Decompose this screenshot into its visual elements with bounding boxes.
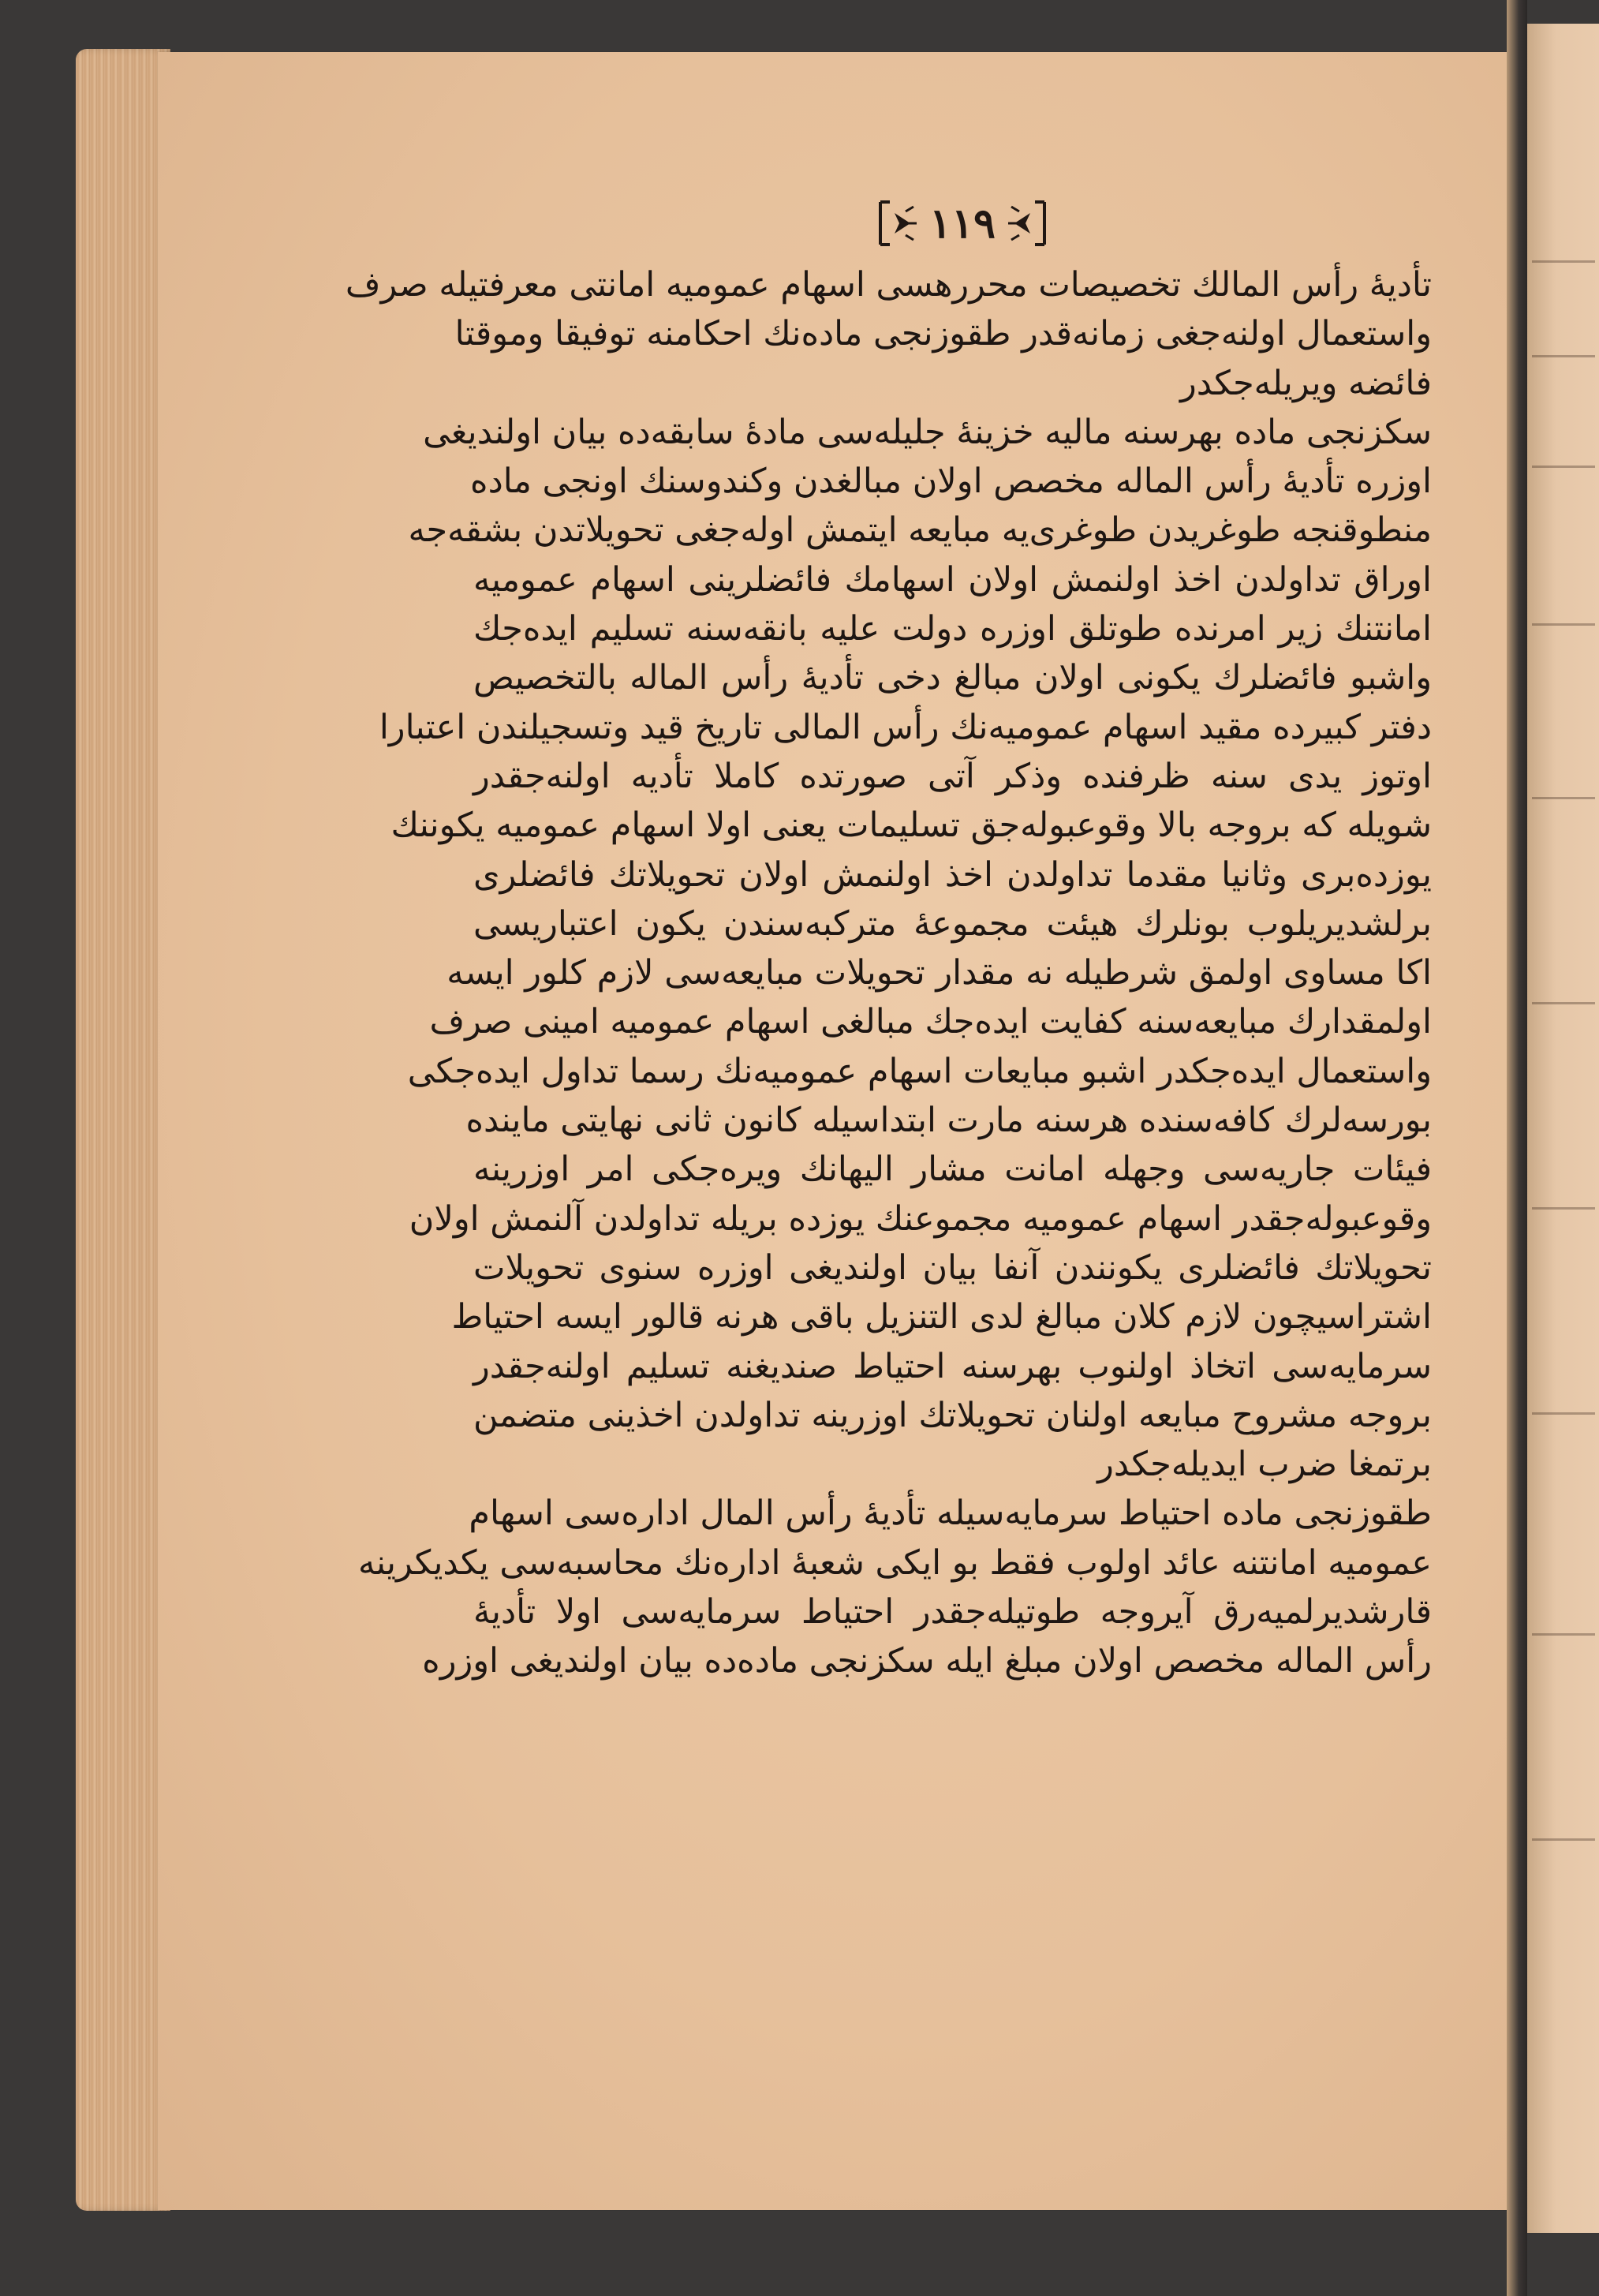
text-line: قارشديرلميه‌رق آيروجه طوتيله‌جقدر احتياط سرمايه‌سى اولا تأديهٔ (473, 1592, 1432, 1632)
text-line: برلشديريلوب بونلرك هيئت مجموعهٔ متركبه‌سندن يكون اعتباريسى (473, 903, 1432, 944)
body-text (345, 260, 1432, 1686)
text-line: اوتوز يدى سنه ظرفنده وذكر آتى صورتده كاملا تأديه اولنه‌جقدر (473, 756, 1432, 796)
text-line: عموميه امانتنه عائد اولوب فقط بو ايكى شعبهٔ اداره‌نك محاسبه‌سى يكديكرينه (357, 1543, 1432, 1583)
bleed-line (1532, 797, 1595, 807)
ornament-left-icon (876, 196, 918, 251)
bleed-line (1532, 355, 1595, 365)
page-number: ١١٩ (929, 199, 996, 248)
text-line: شويله كه بروجه بالا وقوعبوله‌جق تسليمات يعنى اولا اسهام عموميه يكوننك (390, 806, 1432, 846)
text-line: منطوقنجه طوغريدن طوغرى‌يه مبايعه ايتمش اوله‌جغى تحويلاتدن بشقه‌جه (408, 510, 1432, 551)
text-line: اشتراسيچون لازم كلان مبالغ لدى التنزيل باقى هرنه قالور ايسه احتياط (451, 1297, 1432, 1337)
text-line: سرمايه‌سى اتخاذ اولنوب بهرسنه احتياط صنديغنه تسليم اولنه‌جقدر (473, 1346, 1432, 1386)
bleed-line (1532, 1207, 1595, 1217)
text-line: واشبو فائضلرك يكونى اولان مبالغ دخى تأديهٔ رأس الماله بالتخصيص (473, 658, 1432, 698)
bleed-line (1532, 1412, 1595, 1423)
text-line: اولمقدارك مبايعه‌سنه كفايت ايده‌جك مبالغى اسهام عموميه امينى صرف (429, 1002, 1432, 1042)
text-line: تحويلاتك فائضلرى يكونندن آنفا بيان اولنديغى اوزره سنوى تحويلات (473, 1247, 1432, 1288)
bleed-line (1532, 1002, 1595, 1012)
text-line: اكا مساوى اولمق شرطيله نه مقدار تحويلات مبايعه‌سى لازم كلور ايسه (446, 953, 1432, 993)
text-line: تأديهٔ رأس المالك تخصيصات محررهسى اسهام عموميه امانتى معرفتيله صرف (345, 265, 1432, 305)
bleed-line (1532, 623, 1595, 634)
bleed-line (1532, 260, 1595, 271)
text-line: سكزنجى ماده بهرسنه ماليه خزينهٔ جليله‌سى مادهٔ سابقه‌ده بيان اولنديغى (423, 412, 1432, 452)
text-line: امانتنك زير امرنده طوتلق اوزره دولت عليه بانقه‌سنه تسليم ايده‌جك (473, 609, 1432, 649)
text-line: فيئات جاريه‌سى وجهله امانت مشار اليهانك ويره‌جكى امر اوزرينه (473, 1150, 1432, 1190)
bleed-line (1532, 1633, 1595, 1643)
text-line: واستعمال ايده‌جكدر اشبو مبايعات اسهام عموميه‌نك رسما تداول ايده‌جكى (407, 1051, 1432, 1091)
text-line: اوراق تداولدن اخذ اولنمش اولان اسهامك فائضلرينى اسهام عموميه (473, 559, 1432, 600)
book-gutter (1507, 0, 1527, 2296)
bleed-line (1532, 1838, 1595, 1849)
page-header (868, 188, 1057, 259)
text-line: طقوزنجى ماده احتياط سرمايه‌سيله تأديهٔ رأس المال اداره‌سى اسهام (469, 1494, 1432, 1534)
text-line: فائضه ويريله‌جكدر (1179, 363, 1432, 403)
text-line: دفتر كبيرده مقيد اسهام عموميه‌نك رأس المالى تاريخ قيد وتسجيلندن اعتبارا (379, 707, 1432, 747)
text-line: بروجه مشروح مبايعه اولنان تحويلاتك اوزرينه تداولدن اخذينى متضمن (473, 1395, 1432, 1435)
text-line: بورسه‌لرك كافه‌سنده هرسنه مارت ابتداسيله كانون ثانى نهايتى ماينده (465, 1101, 1432, 1141)
bleed-line (1532, 466, 1595, 476)
text-line: اوزره تأديهٔ رأس الماله مخصص اولان مبالغدن وكندوسنك اونجى ماده (470, 462, 1432, 502)
facing-page-edge (1527, 24, 1599, 2233)
text-line: واستعمال اولنه‌جغى زمانه‌قدر طقوزنجى ماده‌نك احكامنه توفيقا وموقتا (454, 314, 1432, 354)
page-edges (76, 49, 170, 2211)
text-line: يوزده‌برى وثانيا مقدما تداولدن اخذ اولنمش اولان تحويلاتك فائضلرى (473, 854, 1432, 895)
ornament-right-icon (1007, 196, 1049, 251)
text-line: برتمغا ضرب ايديله‌جكدر (1097, 1445, 1432, 1485)
text-line: وقوعبوله‌جقدر اسهام عموميه مجموعنك يوزده بريله تداولدن آلنمش اولان (409, 1198, 1432, 1239)
text-line: رأس الماله مخصص اولان مبلغ ايله سكزنجى ماده‌ده بيان اولنديغى اوزره (422, 1641, 1432, 1681)
